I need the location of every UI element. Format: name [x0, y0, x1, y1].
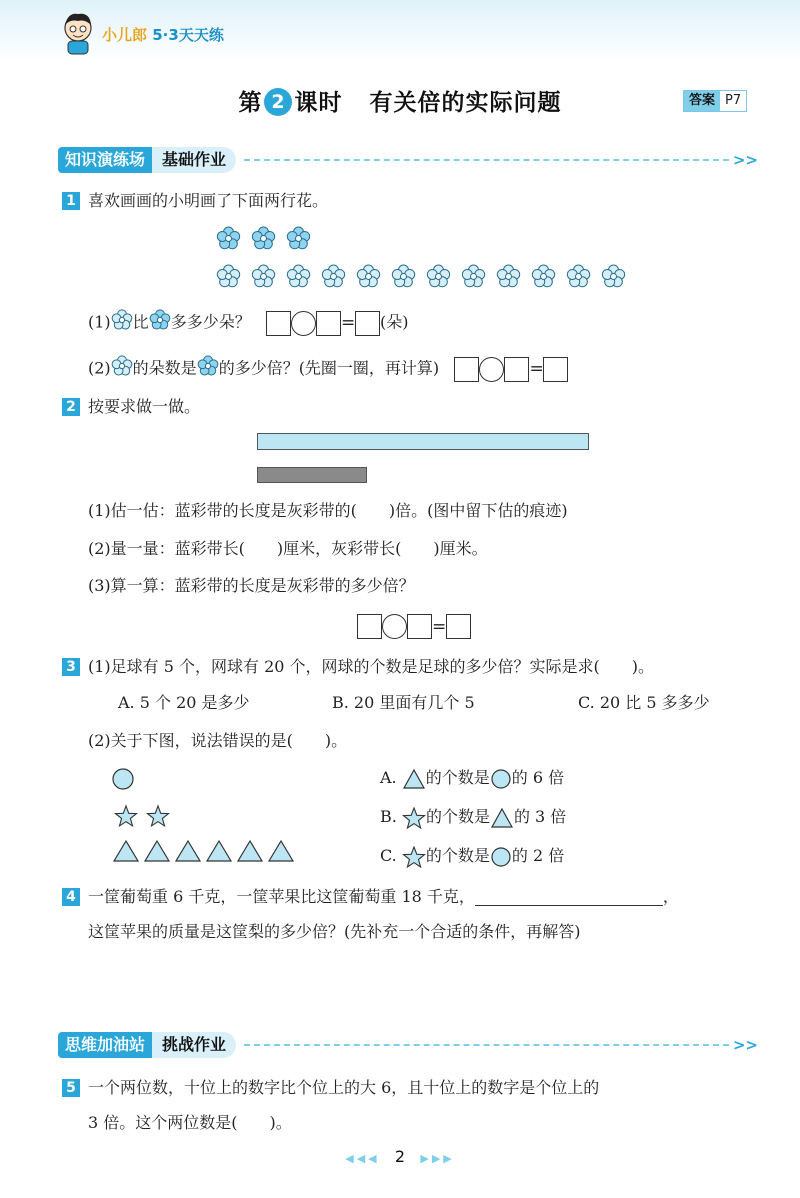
operator-circle[interactable]	[382, 614, 407, 639]
star-shape	[148, 806, 169, 826]
answer-box[interactable]	[446, 614, 471, 639]
q4-line2: 这筐苹果的质量是这筐梨的多少倍？(先补充一个合适的条件，再解答)	[88, 922, 581, 941]
q3-part1: 3 (1)足球有 5 个，网球有 20 个，网球的个数是足球的多少倍？实际是求( )。	[62, 656, 654, 678]
circle-icon	[490, 846, 512, 868]
section-basic-bar: 知识演练场 基础作业 >>	[58, 147, 758, 173]
q5-line2: 3 倍。这个两位数是( )。	[88, 1113, 292, 1132]
flower-icon	[197, 355, 219, 383]
flower-icon	[286, 226, 311, 255]
q1-stem: 1 喜欢画画的小明画了下面两行花。	[62, 190, 328, 212]
answer-box[interactable]	[355, 311, 380, 336]
flower-icon	[111, 309, 133, 337]
flower-row-2	[216, 264, 636, 293]
gray-ribbon	[257, 467, 367, 483]
flower-icon	[461, 264, 486, 289]
flower-icon	[601, 264, 626, 289]
flower-icon	[251, 226, 276, 251]
flower-icon	[426, 264, 451, 293]
triangle-shape	[145, 841, 169, 861]
flower-icon	[321, 264, 346, 293]
flower-icon	[286, 226, 311, 251]
section-sub: 基础作业	[152, 147, 236, 173]
flower-icon	[496, 264, 521, 289]
flower-icon	[149, 309, 171, 337]
star-shape	[116, 806, 137, 826]
flower-icon	[251, 264, 276, 289]
triangle-shape	[176, 841, 200, 861]
flower-icon	[566, 264, 591, 293]
brand-label: 小儿郎 5·3天天练	[102, 26, 224, 44]
triangle-shape	[207, 841, 231, 861]
page-number: 2	[394, 1147, 406, 1166]
flower-icon	[601, 264, 626, 293]
flower-icon	[216, 226, 241, 251]
flower-icon	[426, 264, 451, 289]
flower-icon	[461, 264, 486, 293]
flower-icon	[391, 264, 416, 289]
q4-line1: 4 一筐葡萄重 6 千克，一筐苹果比这筐葡萄重 18 千克， ，	[62, 886, 679, 908]
star-icon	[402, 846, 426, 868]
q2-part3: (3)算一算：蓝彩带的长度是灰彩带的多少倍？	[88, 576, 415, 595]
section-tag: 知识演练场	[58, 147, 152, 173]
mascot-icon	[58, 10, 98, 56]
triangle-shape	[114, 841, 138, 861]
answer-box[interactable]	[543, 357, 568, 382]
flower-icon	[149, 309, 171, 331]
q3-part2: (2)关于下图，说法错误的是( )。	[88, 731, 348, 750]
flower-icon	[216, 264, 241, 289]
q3-option-a[interactable]: A. 5 个 20 是多少	[118, 693, 250, 712]
section-challenge-bar: 思维加油站 挑战作业 >>	[58, 1032, 758, 1058]
answer-box[interactable]	[407, 614, 432, 639]
circle-icon	[490, 768, 512, 790]
triangle-shape	[238, 841, 262, 861]
flower-icon	[356, 264, 381, 293]
flower-icon	[111, 309, 133, 331]
triangle-shape	[269, 841, 293, 861]
section-sub: 挑战作业	[152, 1032, 236, 1058]
q3-choice-a[interactable]: A. 的个数是 的 6 倍	[380, 767, 564, 790]
answer-box[interactable]	[454, 357, 479, 382]
page-footer: ◀◀◀ 2 ▶▶▶	[345, 1147, 455, 1166]
operator-circle[interactable]	[479, 357, 504, 382]
answer-ref[interactable]: 答案 P7	[683, 90, 747, 112]
star-icon	[402, 807, 426, 829]
triangle-icon	[490, 807, 514, 829]
flower-icon	[216, 264, 241, 293]
section-tag: 思维加油站	[58, 1032, 152, 1058]
q2-stem: 2 按要求做一做。	[62, 396, 200, 418]
answer-box[interactable]	[357, 614, 382, 639]
q3-choice-b[interactable]: B. 的个数是 的 3 倍	[380, 806, 566, 829]
flower-icon	[286, 264, 311, 293]
flower-icon	[251, 264, 276, 293]
flower-icon	[251, 226, 276, 255]
fill-in-line[interactable]	[475, 889, 663, 906]
blue-ribbon	[257, 433, 589, 450]
flower-icon	[197, 355, 219, 377]
q3-option-b[interactable]: B. 20 里面有几个 5	[332, 693, 475, 712]
flower-icon	[321, 264, 346, 289]
answer-box[interactable]	[266, 311, 291, 336]
q2-part1: (1)估一估：蓝彩带的长度是灰彩带的( )倍。(图中留下估的痕迹)	[88, 501, 568, 520]
flower-icon	[496, 264, 521, 293]
q3-choice-c[interactable]: C. 的个数是 的 2 倍	[380, 845, 564, 868]
q5-line1: 5 一个两位数，十位上的数字比个位上的大 6，且十位上的数字是个位上的	[62, 1077, 599, 1099]
flower-icon	[531, 264, 556, 293]
page-title: 第 2 课时 有关倍的实际问题	[238, 90, 562, 116]
flower-icon	[111, 355, 133, 377]
flower-icon	[566, 264, 591, 289]
flower-row-1	[216, 226, 321, 255]
flower-icon	[356, 264, 381, 289]
q1-part2: (2) 的朵数是 的多少倍？(先圈一圈，再计算) =	[88, 355, 568, 383]
flower-icon	[216, 226, 241, 255]
flower-icon	[286, 264, 311, 289]
q2-part2: (2)量一量：蓝彩带长( )厘米，灰彩带长( )厘米。	[88, 539, 488, 558]
flower-icon	[531, 264, 556, 289]
triangle-icon	[402, 768, 426, 790]
flower-icon	[391, 264, 416, 293]
q3-option-c[interactable]: C. 20 比 5 多多少	[578, 693, 710, 712]
q1-part1: (1) 比 多多少朵？ = (朵)	[88, 309, 408, 337]
shape-figure	[112, 767, 312, 867]
answer-box[interactable]	[316, 311, 341, 336]
answer-box[interactable]	[504, 357, 529, 382]
q2-equation: =	[357, 614, 471, 639]
operator-circle[interactable]	[291, 311, 316, 336]
flower-icon	[111, 355, 133, 383]
circle-shape	[113, 769, 133, 789]
